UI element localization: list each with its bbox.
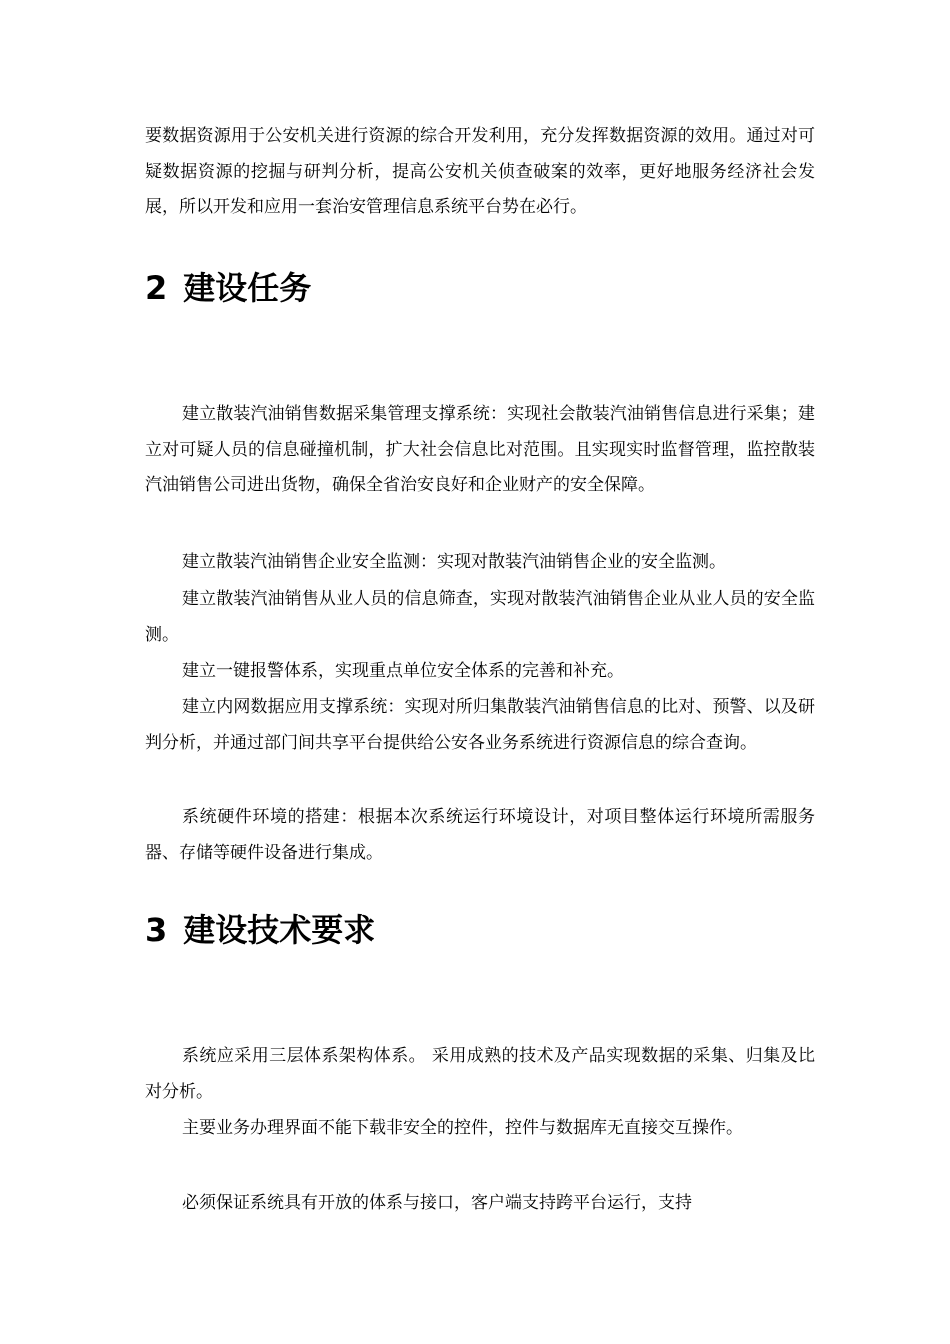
section-2-paragraph-4: 建立一键报警体系，实现重点单位安全体系的完善和补充。	[182, 661, 624, 681]
section-2-paragraph-5: 建立内网数据应用支撑系统：实现对所归集散装汽油销售信息的比对、预警、以及研判分析，并通过部门间共享平台提供给公安各业务系统进行资源信息的综合查询。	[145, 697, 815, 753]
section-3-number: 3	[145, 911, 168, 949]
section-2-paragraph-3: 建立散装汽油销售从业人员的信息筛查，实现对散装汽油销售企业从业人员的安全监测。	[145, 589, 815, 645]
section-3-title: 建设技术要求	[183, 911, 376, 949]
section-3-heading	[145, 910, 375, 950]
intro-paragraph: 要数据资源用于公安机关进行资源的综合开发利用，充分发挥数据资源的效用。通过对可疑数据资源的挖掘与研判分析，提高公安机关侦查破案的效率，更好地服务经济社会发展，所以开发和应用一套治安管理信息系统平台势在必行。	[145, 126, 815, 217]
section-2-paragraph-1: 建立散装汽油销售数据采集管理支撑系统：实现社会散装汽油销售信息进行采集；建立对可疑人员的信息碰撞机制，扩大社会信息比对范围。且实现实时监督管理，监控散装汽油销售公司进出货物，确保全省治安良好和企业财产的安全保障。	[145, 404, 815, 495]
section-2-title: 建设任务	[183, 269, 312, 307]
section-3-paragraph-1: 系统应采用三层体系架构体系。 采用成熟的技术及产品实现数据的采集、归集及比对分析。	[145, 1046, 815, 1102]
section-2-paragraph-6: 系统硬件环境的搭建：根据本次系统运行环境设计，对项目整体运行环境所需服务器、存储等硬件设备进行集成。	[145, 807, 815, 863]
section-2-heading	[145, 268, 311, 308]
section-2-number: 2	[145, 269, 168, 307]
section-3-paragraph-3: 必须保证系统具有开放的体系与接口，客户端支持跨平台运行，支持	[182, 1193, 692, 1213]
section-2-paragraph-2: 建立散装汽油销售企业安全监测：实现对散装汽油销售企业的安全监测。	[182, 552, 726, 572]
section-3-paragraph-2: 主要业务办理界面不能下载非安全的控件，控件与数据库无直接交互操作。	[182, 1118, 743, 1138]
